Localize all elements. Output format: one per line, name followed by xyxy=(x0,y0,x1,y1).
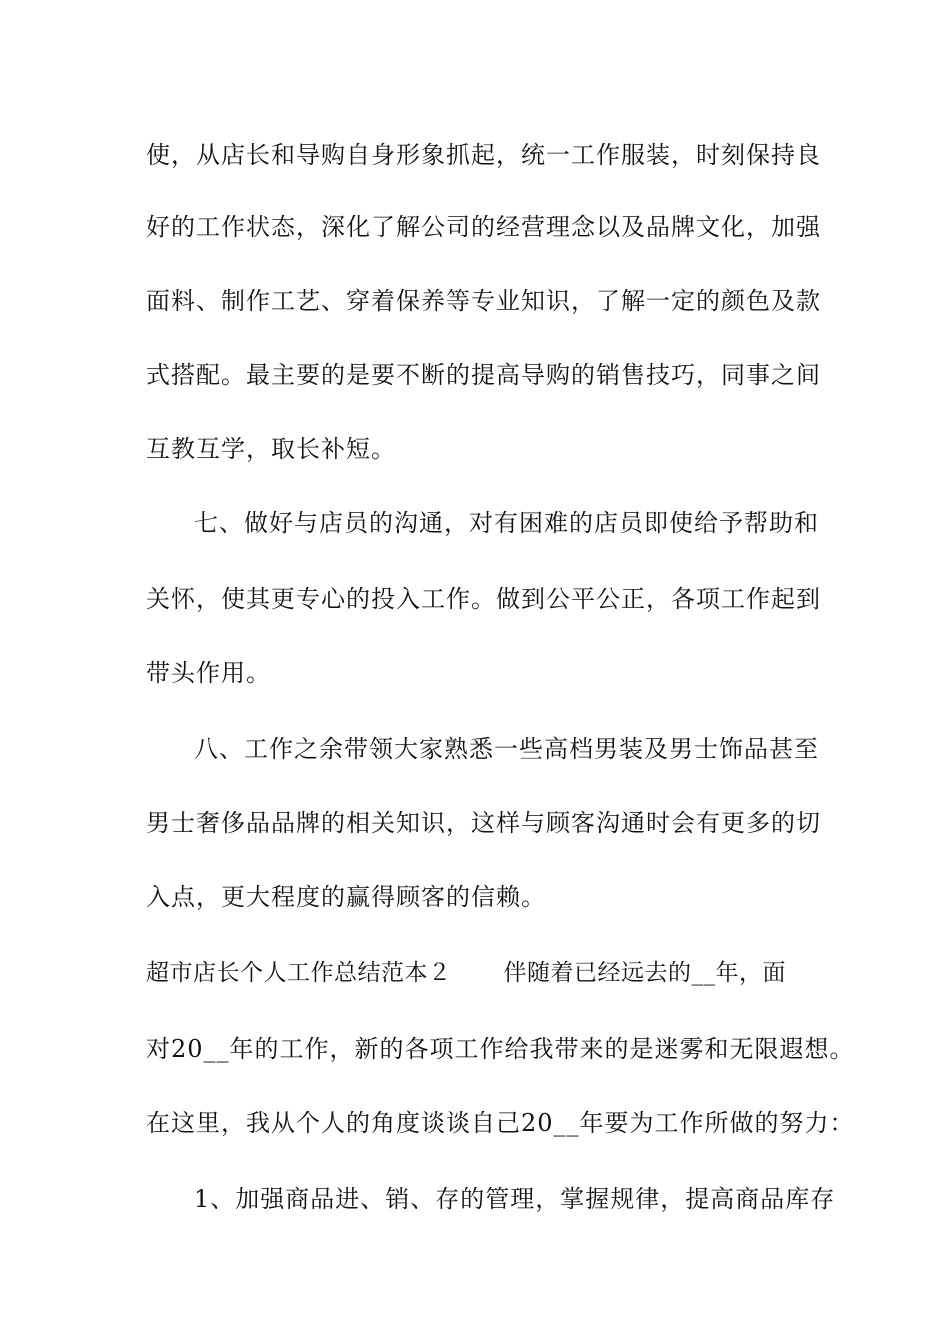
section-title: 超市店长个人工作总结范本２ xyxy=(146,960,452,986)
paragraph-line: 男士奢侈品品牌的相关知识，这样与顾客沟通时会有更多的切 xyxy=(146,809,821,837)
paragraph-line: 式搭配。最主要的是要不断的提高导购的销售技巧，同事之间 xyxy=(146,361,821,389)
paragraph-line: 面料、制作工艺、穿着保养等专业知识，了解一定的颜色及款 xyxy=(146,287,821,315)
paragraph-line: 对20__年的工作，新的各项工作给我带来的是迷雾和无限遐想。 xyxy=(146,1035,855,1063)
list-item: 1、加强商品进、销、存的管理，掌握规律，提高商品库存 xyxy=(194,1185,836,1213)
paragraph-line: 入点，更大程度的赢得顾客的信赖。 xyxy=(146,883,546,911)
section-intro-start: 伴随着已经远去的__年，面 xyxy=(503,960,786,986)
paragraph-line: 在这里，我从个人的角度谈谈自己20__年要为工作所做的努力： xyxy=(146,1109,855,1137)
paragraph-line: 好的工作状态，深化了解公司的经营理念以及品牌文化，加强 xyxy=(146,213,821,241)
paragraph-line: 七、做好与店员的沟通，对有困难的店员即使给予帮助和 xyxy=(194,509,819,537)
paragraph-line: 互教互学，取长补短。 xyxy=(146,435,396,463)
paragraph-line: 关怀，使其更专心的投入工作。做到公平公正，各项工作起到 xyxy=(146,585,821,613)
section-heading-line xyxy=(146,958,786,988)
paragraph-line: 八、工作之余带领大家熟悉一些高档男装及男士饰品甚至 xyxy=(194,735,819,763)
paragraph-line: 使，从店长和导购自身形象抓起，统一工作服装，时刻保持良 xyxy=(146,141,821,169)
paragraph-line: 带头作用。 xyxy=(146,659,271,687)
